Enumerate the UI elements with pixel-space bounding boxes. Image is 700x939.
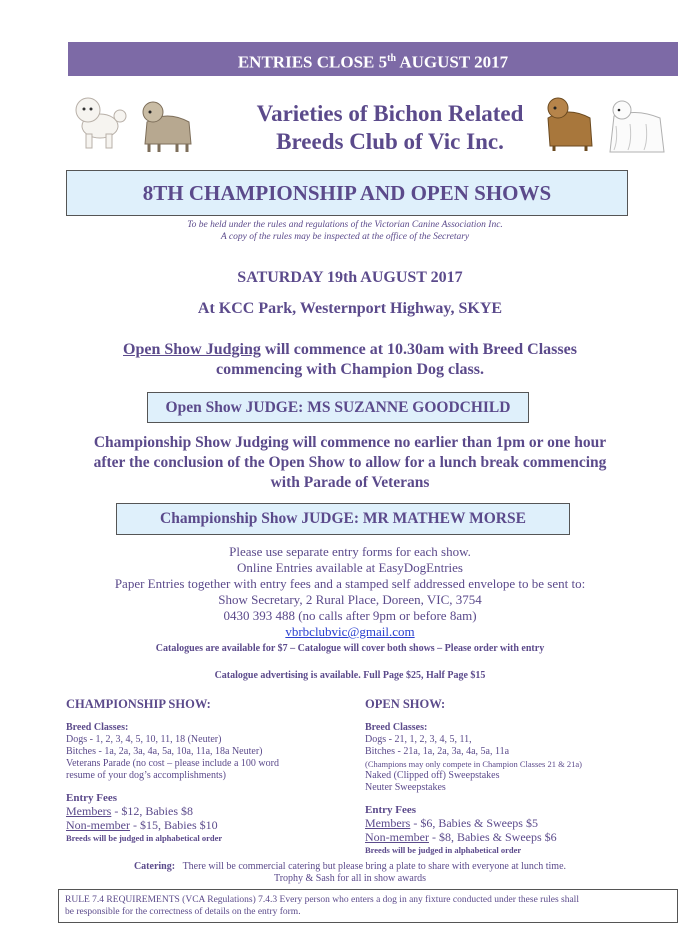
catalogues-note: Catalogues are available for $7 – Catalogue will cover both shows – Please order with entry [155,643,545,654]
email-link[interactable]: vbrbclubvic@gmail.com [285,624,415,639]
championship-judging-text: Championship Show Judging will commence no earlier than 1pm or one hour after the conclusion of the Open Show to allow for a lunch break commencing with Parade of Veterans [93,434,607,491]
championship-heading: CHAMPIONSHIP SHOW: [66,697,211,711]
open-show-judge-box: Open Show JUDGE: MS SUZANNE GOODCHILD [147,392,529,423]
havanese-dog-image [137,96,199,154]
catering-note: Catering: There will be commercial catering but please bring a plate to share with everyone at lunch time. Trophy & Sash for all in show awards [133,861,567,884]
bichon-dog-image [70,92,132,152]
club-name: Varieties of Bichon Related Breeds Club of Vic Inc. [256,101,524,154]
open-heading: OPEN SHOW: [365,697,446,711]
advertising-note: Catalogue advertising is available. Full Page $25, Half Page $15 [214,670,486,681]
open-show-section: OPEN SHOW: Breed Classes: Dogs - 21, 1, 2, 3, 4, 5, 11, Bitches - 21a, 1a, 2a, 3a, 4a, 5a, 11a (Champions may only compete in Champion Classes 21 & 21a) Naked (Clipped off) Sweepstakes Neuter Sweepstakes Entry Fees Members - $6, Babies & Sweeps $5 Non-member - $8, Babies & Sweeps $6 Breeds will be judged in alphabetical order [365,698,655,856]
rules-note: To be held under the rules and regulations of the Victorian Canine Association Inc. A copy of the rules may be inspected at the office of the Secretary [187,220,503,242]
open-judging-text: Open Show Judging will commence at 10.30am with Breed Classes commencing with Champion Dog class. [123,341,577,378]
championship-judge-box: Championship Show JUDGE: MR MATHEW MORSE [116,503,570,535]
entries-close-banner: ENTRIES CLOSE 5th AUGUST 2017 [68,42,678,76]
shows-title-box: 8TH CHAMPIONSHIP AND OPEN SHOWS [66,170,628,216]
maltese-dog-image [606,96,668,156]
show-venue: At KCC Park, Westernport Highway, SKYE [197,300,503,317]
show-date: SATURDAY 19th AUGUST 2017 [237,269,463,286]
entry-info: Please use separate entry forms for each show. Online Entries available at EasyDogEntries Paper Entries together with entry fees and a stamped self addressed envelope to be sent to: Show Secretary, 2 Rural Place, Doreen, VIC, 3754 0430 393 488 (no calls after 9pm or before 8am) vbrbclubvic@gmail.com [114,544,586,639]
rule-requirements-box: RULE 7.4 REQUIREMENTS (VCA Regulations) 7.4.3 Every person who enters a dog in any fixture conducted under these rules shall be responsible for the correctness of details on the entry form. [58,889,678,923]
championship-show-section: CHAMPIONSHIP SHOW: Breed Classes: Dogs - 1, 2, 3, 4, 5, 10, 11, 18 (Neuter) Bitches - 1a, 2a, 3a, 4a, 5a, 10a, 11a, 18a Neuter) Veterans Parade (no cost – please include a 100 word resume of your dog’s accomplishments) Entry Fees Members - $12, Babies $8 Non-member - $15, Babies $10 Breeds will be judged in alphabetical order [66,698,346,844]
